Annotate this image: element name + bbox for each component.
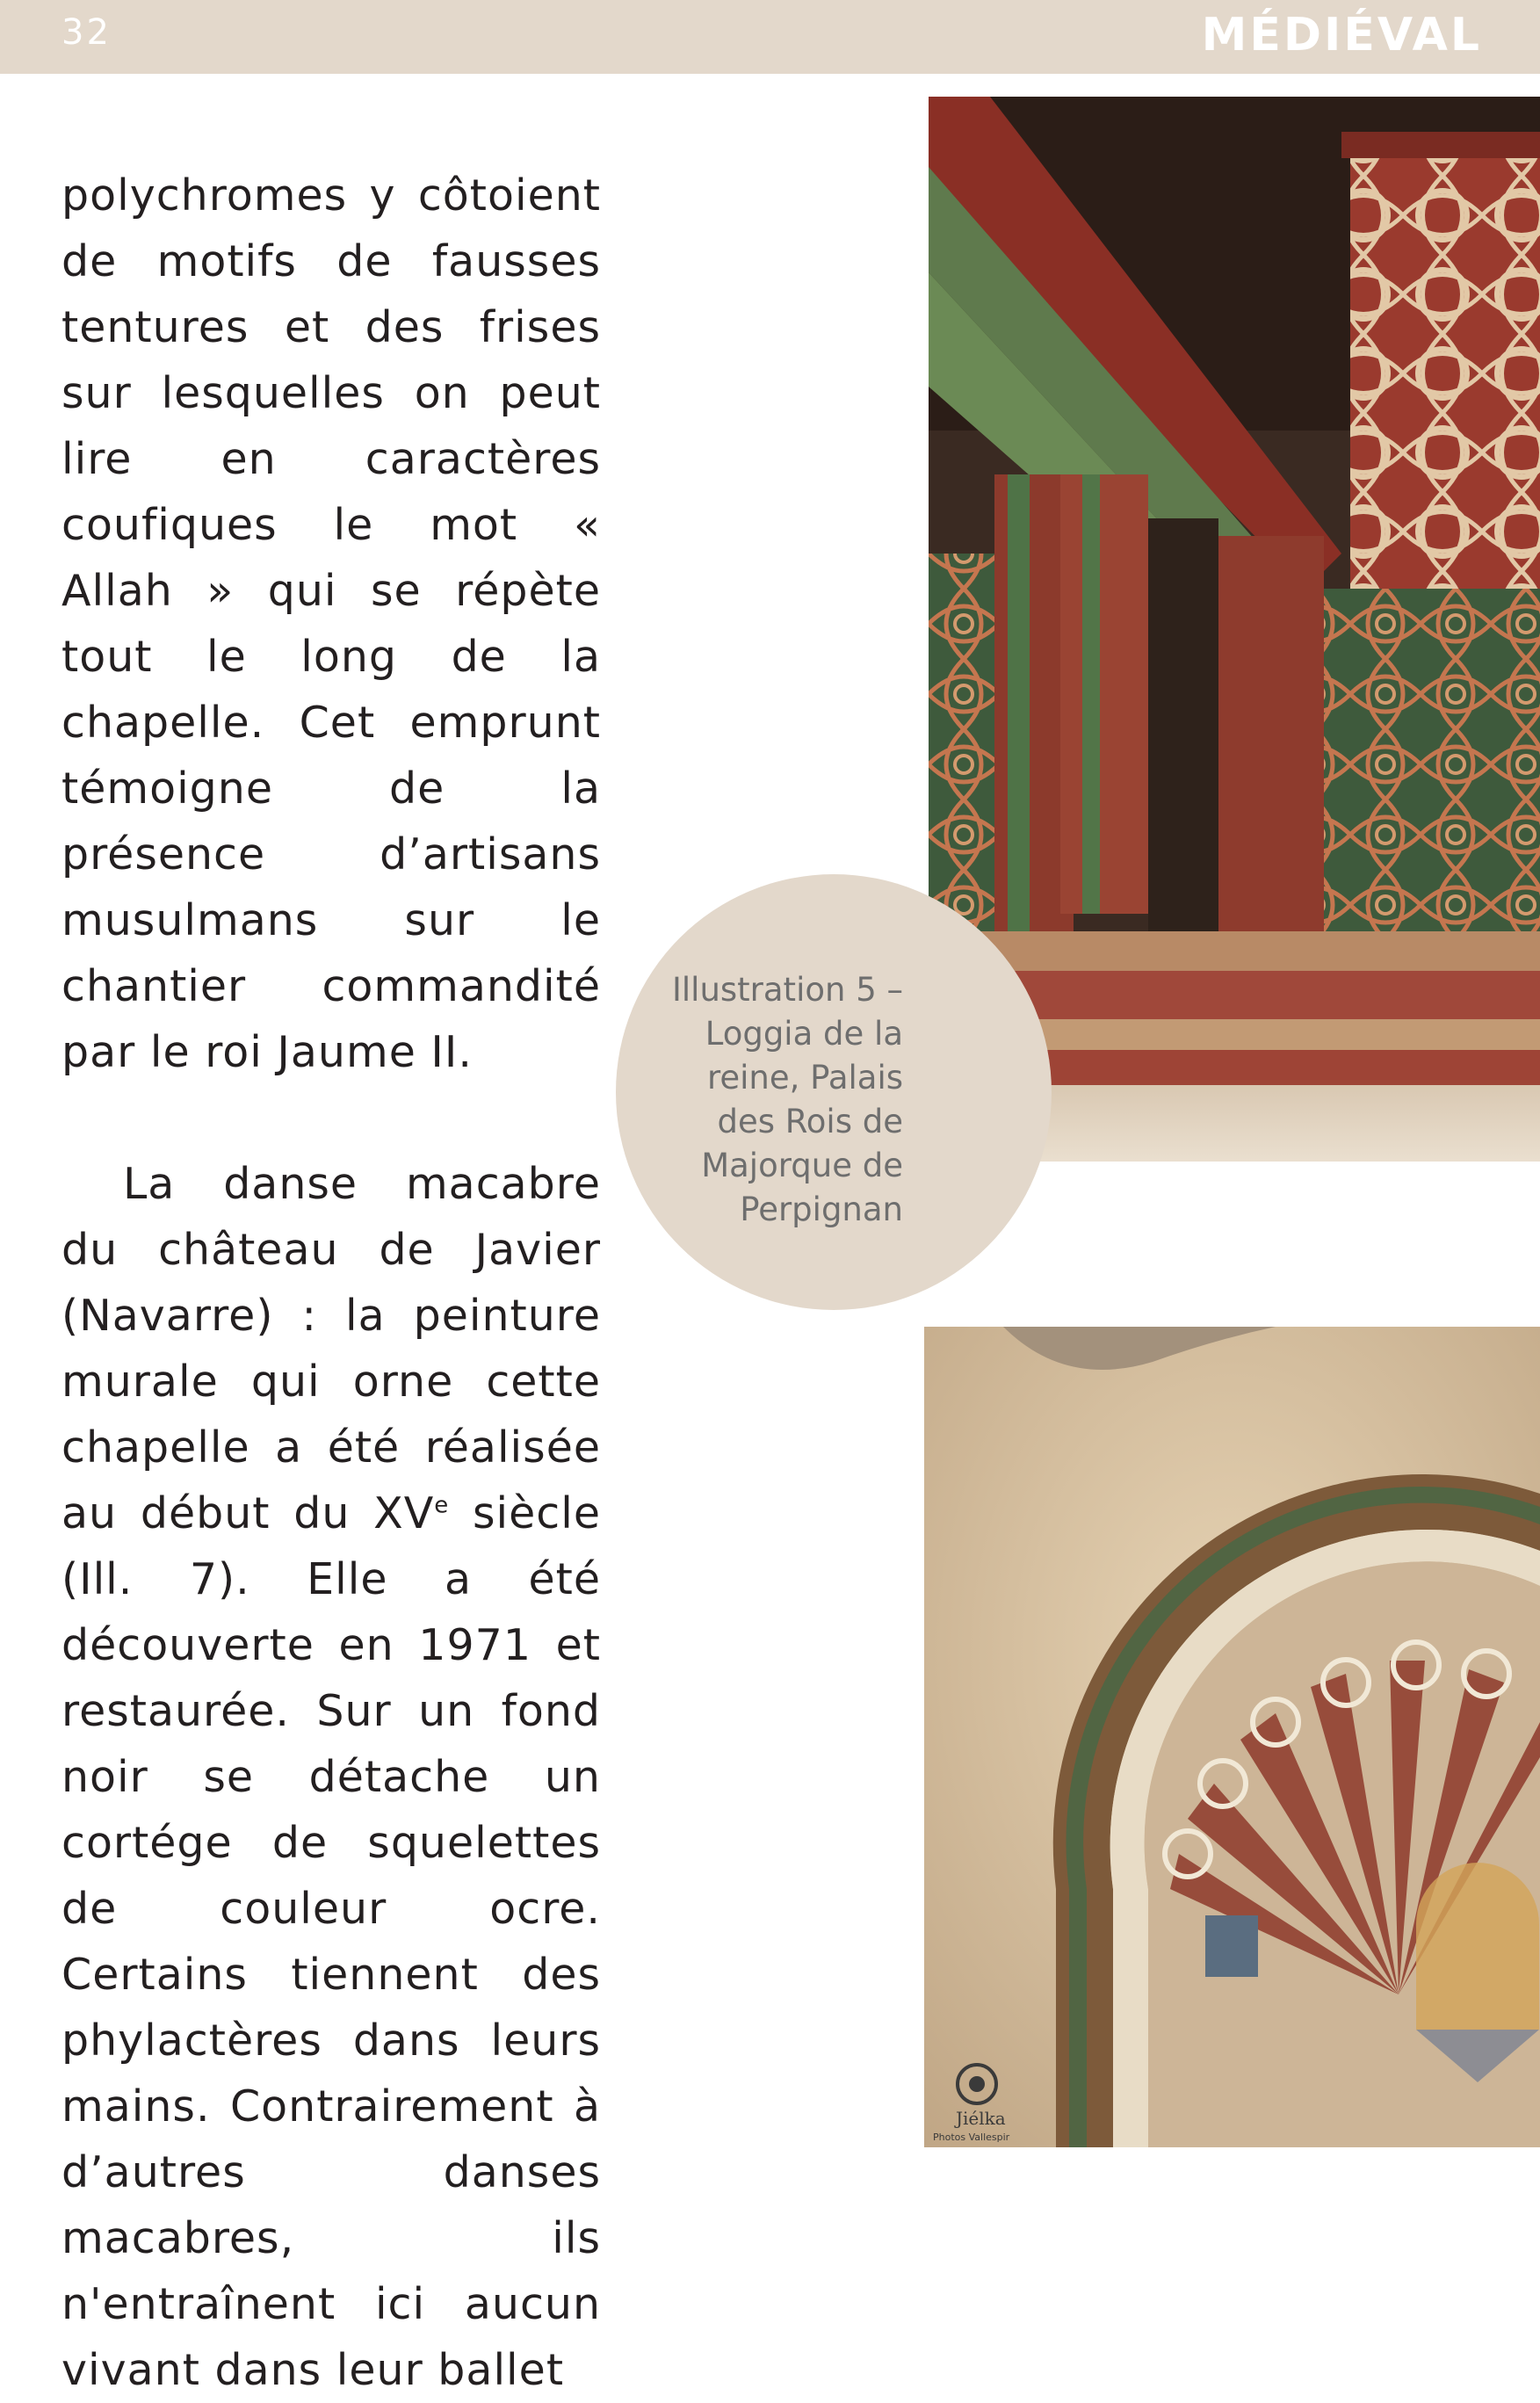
caption-line-6: Perpignan bbox=[740, 1191, 903, 1228]
century-superscript: e bbox=[434, 1492, 450, 1519]
page-number: 32 bbox=[61, 12, 112, 53]
photo-credit-name: Jiélka bbox=[956, 2108, 1006, 2129]
caption-line-2: Loggia de la bbox=[705, 1015, 903, 1053]
caption-line-3: reine, Palais bbox=[706, 1059, 903, 1097]
section-title: MÉDIÉVAL bbox=[1201, 9, 1482, 62]
photo-credit-subtitle: Photos Vallespir bbox=[933, 2132, 1010, 2143]
paragraph-2-part-1: La danse macabre du château de Javier (Navarre) : la peinture murale qui orne cette chapelle a été réalisée au début du XV bbox=[61, 1159, 601, 1538]
caption-line-1: Illustration 5 – bbox=[671, 971, 903, 1009]
paragraph-1: polychromes y côtoient de motifs de fausses tentures et des frises sur lesquelles on peut lire en caractères coufiques le mot « Allah » qui se répète tout le long de la chapelle. Cet emprunt témoigne de la présence d’artisans musulmans sur le chantier commandité par le roi Jaume II. bbox=[61, 170, 601, 1077]
caption-line-4: des Rois de bbox=[717, 1103, 903, 1140]
painted-arch-photo bbox=[924, 1327, 1540, 2147]
page-header bbox=[0, 0, 1540, 74]
caption-line-5: Majorque de bbox=[701, 1147, 903, 1184]
body-text-column bbox=[61, 163, 601, 2403]
paragraph-2 bbox=[61, 1151, 601, 2403]
paragraph-2-part-2: siècle (Ill. 7). Elle a été découverte en 1971 et restaurée. Sur un fond noir se détache un cortége de squelettes de couleur ocre. Certains tiennent des phylactères dans leurs mains. Contrairement à d’autres danses macabres, ils n'entraînent ici aucun vivant dans leur ballet bbox=[61, 1488, 601, 2395]
illustration-caption bbox=[650, 968, 903, 1232]
